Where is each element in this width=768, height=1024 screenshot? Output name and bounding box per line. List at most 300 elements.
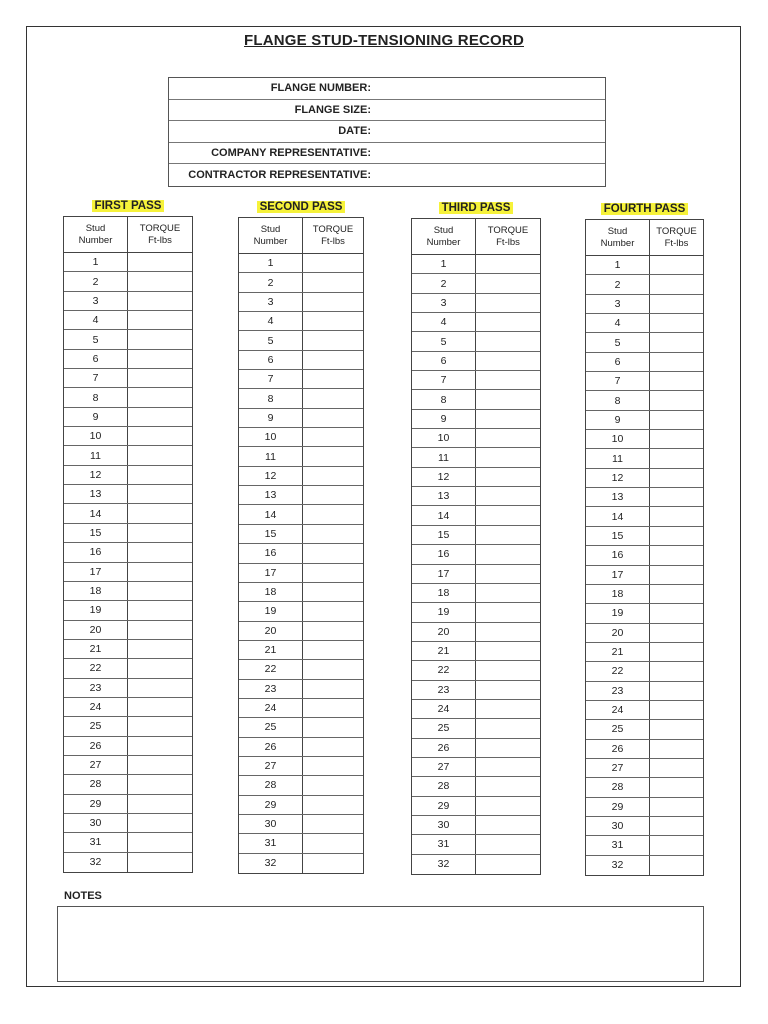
table-row	[412, 313, 540, 332]
stud-number-cell: 22	[586, 662, 650, 680]
torque-value-cell[interactable]	[650, 372, 703, 390]
stud-number-cell: 24	[239, 699, 303, 717]
torque-value-cell[interactable]	[476, 545, 540, 563]
stud-number-cell: 5	[586, 333, 650, 351]
table-row	[239, 331, 363, 350]
table-row	[412, 448, 540, 467]
table-row	[412, 255, 540, 274]
table-row	[586, 740, 703, 759]
table-row	[586, 469, 703, 488]
torque-value-cell[interactable]	[476, 352, 540, 370]
table-row	[239, 505, 363, 524]
torque-value-cell[interactable]	[128, 795, 192, 813]
torque-value-cell[interactable]	[476, 468, 540, 486]
table-row	[64, 272, 192, 291]
stud-number-cell: 16	[239, 544, 303, 562]
torque-value-cell[interactable]	[650, 836, 703, 854]
stud-number-cell: 23	[239, 680, 303, 698]
stud-number-cell: 15	[64, 524, 128, 542]
torque-value-cell[interactable]	[303, 757, 363, 775]
torque-value-cell[interactable]	[128, 350, 192, 368]
torque-value-cell[interactable]	[303, 505, 363, 523]
table-row	[412, 468, 540, 487]
table-row	[586, 798, 703, 817]
header-info-table	[168, 77, 606, 187]
pass-grid	[585, 219, 704, 876]
torque-value-cell[interactable]	[303, 622, 363, 640]
table-row	[412, 739, 540, 758]
stud-number-cell: 8	[64, 388, 128, 406]
table-row	[412, 294, 540, 313]
torque-value-cell[interactable]	[650, 662, 703, 680]
torque-value-cell[interactable]	[303, 738, 363, 756]
stud-number-cell: 17	[64, 563, 128, 581]
torque-value-cell[interactable]	[128, 621, 192, 639]
torque-value-cell[interactable]	[303, 834, 363, 852]
stud-number-cell: 21	[239, 641, 303, 659]
stud-number-cell: 3	[64, 292, 128, 310]
torque-value-cell[interactable]	[476, 294, 540, 312]
torque-value-cell[interactable]	[303, 351, 363, 369]
torque-value-cell[interactable]	[303, 428, 363, 446]
torque-value-cell[interactable]	[476, 739, 540, 757]
stud-number-cell: 5	[412, 332, 476, 350]
stud-number-cell: 26	[64, 737, 128, 755]
stud-number-cell: 31	[64, 833, 128, 851]
table-row	[239, 718, 363, 737]
torque-value-cell[interactable]	[303, 718, 363, 736]
table-row	[239, 622, 363, 641]
table-row	[239, 602, 363, 621]
table-row	[64, 601, 192, 620]
torque-value-cell[interactable]	[476, 855, 540, 874]
pass-title-text: FOURTH PASS	[601, 203, 689, 215]
torque-value-cell[interactable]	[650, 527, 703, 545]
table-row	[412, 332, 540, 351]
torque-value-cell[interactable]	[303, 680, 363, 698]
stud-number-cell: 11	[586, 449, 650, 467]
table-row	[64, 582, 192, 601]
torque-value-cell[interactable]	[128, 833, 192, 851]
pass-title	[411, 202, 541, 214]
stud-number-cell: 18	[586, 585, 650, 603]
table-row	[239, 583, 363, 602]
torque-value-cell[interactable]	[128, 737, 192, 755]
stud-number-cell: 10	[412, 429, 476, 447]
table-row	[64, 775, 192, 794]
table-row	[239, 447, 363, 466]
table-row	[412, 274, 540, 293]
table-row	[586, 566, 703, 585]
table-row	[239, 273, 363, 292]
torque-value-cell[interactable]	[476, 274, 540, 292]
torque-value-cell[interactable]	[650, 682, 703, 700]
torque-value-cell[interactable]	[476, 816, 540, 834]
torque-value-cell[interactable]	[650, 720, 703, 738]
stud-number-cell: 29	[412, 797, 476, 815]
torque-value-cell[interactable]	[128, 427, 192, 445]
torque-value-cell[interactable]	[476, 332, 540, 350]
pass-title-text: SECOND PASS	[257, 201, 346, 213]
stud-number-cell: 11	[412, 448, 476, 466]
torque-value-cell[interactable]	[476, 661, 540, 679]
torque-value-cell[interactable]	[303, 602, 363, 620]
stud-number-cell: 8	[412, 390, 476, 408]
table-row	[586, 430, 703, 449]
torque-value-cell[interactable]	[650, 643, 703, 661]
table-row	[412, 700, 540, 719]
pass-title	[238, 201, 364, 213]
torque-value-cell[interactable]	[650, 256, 703, 274]
stud-number-cell: 21	[586, 643, 650, 661]
torque-value-cell[interactable]	[128, 814, 192, 832]
table-row	[64, 621, 192, 640]
stud-number-cell: 11	[239, 447, 303, 465]
torque-value-cell[interactable]	[476, 429, 540, 447]
torque-value-cell[interactable]	[128, 853, 192, 872]
torque-value-cell[interactable]	[303, 660, 363, 678]
stud-number-cell: 23	[412, 681, 476, 699]
torque-value-cell[interactable]	[303, 331, 363, 349]
torque-value-cell[interactable]	[128, 466, 192, 484]
torque-value-cell[interactable]	[476, 448, 540, 466]
torque-value-cell[interactable]	[128, 485, 192, 503]
stud-number-cell: 31	[412, 835, 476, 853]
table-row	[64, 427, 192, 446]
stud-number-cell: 11	[64, 446, 128, 464]
table-row	[586, 256, 703, 275]
table-row	[239, 738, 363, 757]
table-row	[64, 485, 192, 504]
table-row	[412, 835, 540, 854]
stud-number-cell: 4	[239, 312, 303, 330]
stud-number-cell: 4	[64, 311, 128, 329]
table-row	[586, 488, 703, 507]
column-header-row	[64, 217, 192, 253]
torque-value-cell[interactable]	[476, 526, 540, 544]
torque-value-cell[interactable]	[650, 275, 703, 293]
stud-number-cell: 24	[64, 698, 128, 716]
table-row	[239, 776, 363, 795]
stud-number-header: Stud Number	[64, 217, 128, 252]
stud-number-cell: 32	[586, 856, 650, 875]
torque-header: TORQUE Ft-lbs	[487, 224, 529, 248]
table-row	[586, 295, 703, 314]
stud-number-cell: 24	[586, 701, 650, 719]
stud-number-cell: 25	[239, 718, 303, 736]
torque-value-cell[interactable]	[650, 430, 703, 448]
stud-number-cell: 13	[586, 488, 650, 506]
notes-label: NOTES	[64, 890, 102, 902]
stud-number-cell: 29	[586, 798, 650, 816]
stud-number-cell: 4	[412, 313, 476, 331]
stud-number-cell: 17	[412, 565, 476, 583]
stud-number-cell: 21	[64, 640, 128, 658]
torque-value-cell[interactable]	[303, 776, 363, 794]
table-row	[586, 314, 703, 333]
torque-value-cell[interactable]	[303, 254, 363, 272]
torque-value-cell[interactable]	[303, 467, 363, 485]
torque-value-cell[interactable]	[128, 408, 192, 426]
table-row	[586, 720, 703, 739]
torque-value-cell[interactable]	[128, 253, 192, 271]
torque-value-cell[interactable]	[476, 642, 540, 660]
torque-value-cell[interactable]	[128, 446, 192, 464]
torque-value-cell[interactable]	[650, 585, 703, 603]
stud-number-cell: 14	[64, 504, 128, 522]
torque-value-cell[interactable]	[650, 488, 703, 506]
table-row	[586, 856, 703, 875]
torque-value-cell[interactable]	[128, 563, 192, 581]
table-row	[586, 604, 703, 623]
table-row	[412, 661, 540, 680]
torque-value-cell[interactable]	[128, 698, 192, 716]
torque-value-cell[interactable]	[476, 700, 540, 718]
stud-number-cell: 7	[412, 371, 476, 389]
table-row	[239, 544, 363, 563]
torque-value-cell[interactable]	[303, 409, 363, 427]
table-row	[412, 410, 540, 429]
torque-value-cell[interactable]	[303, 293, 363, 311]
table-row	[64, 524, 192, 543]
torque-value-cell[interactable]	[303, 370, 363, 388]
table-row	[64, 253, 192, 272]
torque-value-cell[interactable]	[476, 681, 540, 699]
torque-value-cell[interactable]	[476, 797, 540, 815]
stud-number-cell: 27	[412, 758, 476, 776]
table-row	[239, 370, 363, 389]
table-row	[412, 777, 540, 796]
stud-number-cell: 18	[64, 582, 128, 600]
table-row	[64, 504, 192, 523]
stud-number-cell: 6	[64, 350, 128, 368]
table-row	[412, 855, 540, 874]
stud-number-cell: 19	[239, 602, 303, 620]
stud-number-cell: 7	[64, 369, 128, 387]
stud-number-cell: 27	[586, 759, 650, 777]
table-row	[64, 853, 192, 872]
torque-value-cell[interactable]	[128, 717, 192, 735]
torque-value-cell[interactable]	[303, 796, 363, 814]
table-row	[239, 428, 363, 447]
stud-number-cell: 9	[239, 409, 303, 427]
stud-number-cell: 19	[586, 604, 650, 622]
torque-value-cell[interactable]	[128, 775, 192, 793]
torque-value-cell[interactable]	[128, 272, 192, 290]
torque-value-cell[interactable]	[476, 603, 540, 621]
torque-value-cell[interactable]	[650, 411, 703, 429]
torque-value-cell[interactable]	[303, 583, 363, 601]
torque-value-cell[interactable]	[650, 624, 703, 642]
column-header-row	[586, 220, 703, 256]
torque-value-cell[interactable]	[650, 604, 703, 622]
torque-value-cell[interactable]	[476, 506, 540, 524]
torque-value-cell[interactable]	[476, 565, 540, 583]
stud-number-cell: 28	[64, 775, 128, 793]
stud-number-cell: 23	[586, 682, 650, 700]
stud-number-cell: 25	[412, 719, 476, 737]
torque-value-cell[interactable]	[650, 314, 703, 332]
stud-number-cell: 23	[64, 679, 128, 697]
notes-box[interactable]	[57, 906, 704, 982]
table-row	[412, 390, 540, 409]
table-row	[586, 507, 703, 526]
stud-number-cell: 12	[412, 468, 476, 486]
torque-value-cell[interactable]	[303, 486, 363, 504]
torque-value-cell[interactable]	[650, 353, 703, 371]
table-row	[64, 814, 192, 833]
table-row	[64, 350, 192, 369]
torque-value-cell[interactable]	[650, 759, 703, 777]
torque-value-cell[interactable]	[476, 390, 540, 408]
stud-number-cell: 26	[239, 738, 303, 756]
torque-value-cell[interactable]	[476, 623, 540, 641]
stud-number-cell: 6	[239, 351, 303, 369]
torque-value-cell[interactable]	[650, 701, 703, 719]
torque-value-cell[interactable]	[128, 601, 192, 619]
stud-number-cell: 8	[586, 391, 650, 409]
torque-value-cell[interactable]	[303, 312, 363, 330]
stud-number-cell: 3	[586, 295, 650, 313]
torque-value-cell[interactable]	[303, 525, 363, 543]
torque-value-cell[interactable]	[128, 640, 192, 658]
torque-value-cell[interactable]	[650, 391, 703, 409]
torque-value-cell[interactable]	[128, 543, 192, 561]
stud-number-header: Stud Number	[239, 218, 303, 253]
torque-value-cell[interactable]	[650, 333, 703, 351]
torque-value-cell[interactable]	[303, 641, 363, 659]
torque-value-cell[interactable]	[128, 659, 192, 677]
torque-value-cell[interactable]	[128, 582, 192, 600]
stud-number-cell: 22	[239, 660, 303, 678]
torque-value-cell[interactable]	[303, 389, 363, 407]
torque-value-cell[interactable]	[128, 504, 192, 522]
stud-number-cell: 22	[412, 661, 476, 679]
torque-value-cell[interactable]	[303, 273, 363, 291]
table-row	[239, 409, 363, 428]
stud-number-cell: 13	[64, 485, 128, 503]
stud-number-cell: 13	[239, 486, 303, 504]
torque-value-cell[interactable]	[476, 835, 540, 853]
torque-value-cell[interactable]	[650, 740, 703, 758]
torque-header: TORQUE Ft-lbs	[139, 222, 181, 246]
table-row	[586, 353, 703, 372]
table-row	[412, 584, 540, 603]
torque-value-cell[interactable]	[303, 447, 363, 465]
stud-number-cell: 32	[239, 854, 303, 873]
pass-table	[585, 203, 704, 877]
table-row	[586, 546, 703, 565]
torque-value-cell[interactable]	[476, 371, 540, 389]
stud-number-cell: 7	[586, 372, 650, 390]
table-row	[239, 757, 363, 776]
info-row	[169, 121, 605, 143]
torque-value-cell[interactable]	[650, 856, 703, 875]
torque-value-cell[interactable]	[650, 817, 703, 835]
stud-number-cell: 9	[586, 411, 650, 429]
torque-value-cell[interactable]	[303, 699, 363, 717]
table-row	[586, 701, 703, 720]
table-row	[412, 565, 540, 584]
table-row	[586, 817, 703, 836]
stud-number-cell: 27	[239, 757, 303, 775]
torque-value-cell[interactable]	[650, 566, 703, 584]
torque-value-cell[interactable]	[128, 311, 192, 329]
stud-number-cell: 16	[64, 543, 128, 561]
info-label: CONTRACTOR REPRESENTATIVE:	[188, 169, 371, 182]
table-row	[64, 717, 192, 736]
pass-table	[63, 200, 193, 874]
torque-value-cell[interactable]	[476, 777, 540, 795]
table-row	[64, 543, 192, 562]
table-row	[64, 466, 192, 485]
stud-number-cell: 28	[586, 778, 650, 796]
table-row	[239, 486, 363, 505]
torque-value-cell[interactable]	[650, 778, 703, 796]
torque-value-cell[interactable]	[476, 487, 540, 505]
torque-value-cell[interactable]	[650, 469, 703, 487]
torque-value-cell[interactable]	[128, 388, 192, 406]
stud-number-cell: 7	[239, 370, 303, 388]
torque-value-cell[interactable]	[128, 524, 192, 542]
pass-title	[585, 203, 704, 215]
torque-value-cell[interactable]	[303, 544, 363, 562]
torque-value-cell[interactable]	[128, 679, 192, 697]
torque-value-cell[interactable]	[128, 756, 192, 774]
table-row	[412, 642, 540, 661]
torque-value-cell[interactable]	[476, 584, 540, 602]
torque-value-cell[interactable]	[476, 313, 540, 331]
table-row	[412, 623, 540, 642]
table-row	[239, 854, 363, 873]
page-title: FLANGE STUD-TENSIONING RECORD	[244, 32, 524, 49]
stud-number-cell: 24	[412, 700, 476, 718]
torque-value-cell[interactable]	[303, 854, 363, 873]
stud-number-cell: 5	[64, 330, 128, 348]
torque-value-cell[interactable]	[303, 564, 363, 582]
table-row	[239, 293, 363, 312]
torque-value-cell[interactable]	[128, 292, 192, 310]
table-row	[412, 719, 540, 738]
info-row	[169, 100, 605, 122]
stud-number-cell: 30	[64, 814, 128, 832]
torque-value-cell[interactable]	[476, 410, 540, 428]
torque-value-cell[interactable]	[650, 546, 703, 564]
stud-number-cell: 16	[412, 545, 476, 563]
torque-value-cell[interactable]	[650, 798, 703, 816]
stud-number-cell: 15	[239, 525, 303, 543]
info-label: FLANGE SIZE:	[294, 103, 371, 116]
stud-number-cell: 17	[239, 564, 303, 582]
torque-value-cell[interactable]	[650, 295, 703, 313]
table-row	[239, 467, 363, 486]
pass-table	[411, 202, 541, 876]
torque-value-cell[interactable]	[128, 369, 192, 387]
table-row	[412, 816, 540, 835]
torque-value-cell[interactable]	[650, 449, 703, 467]
torque-value-cell[interactable]	[476, 758, 540, 776]
torque-value-cell[interactable]	[476, 255, 540, 273]
stud-number-cell: 31	[586, 836, 650, 854]
stud-number-cell: 26	[586, 740, 650, 758]
torque-value-cell[interactable]	[650, 507, 703, 525]
torque-value-cell[interactable]	[128, 330, 192, 348]
table-row	[64, 388, 192, 407]
stud-number-cell: 5	[239, 331, 303, 349]
torque-value-cell[interactable]	[476, 719, 540, 737]
stud-number-cell: 28	[239, 776, 303, 794]
torque-value-cell[interactable]	[303, 815, 363, 833]
